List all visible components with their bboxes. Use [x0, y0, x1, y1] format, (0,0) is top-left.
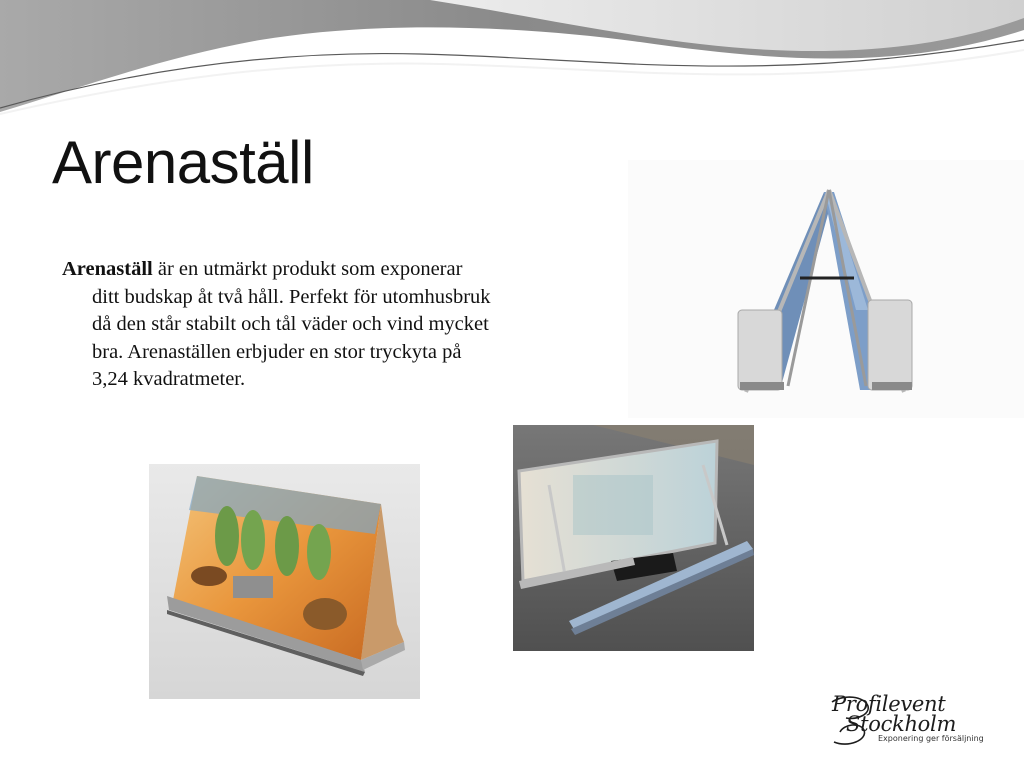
logo-line-1: Profilevent — [832, 692, 946, 716]
product-name-bold: Arenaställ — [62, 258, 153, 280]
logo-tagline: Exponering ger försäljning — [878, 734, 984, 743]
header-swoosh-decoration — [0, 0, 1024, 125]
slide-title: Arenaställ — [52, 129, 314, 196]
logo-line-2: Stockholm — [846, 712, 957, 736]
company-logo — [818, 688, 1013, 758]
a-frame-photo — [628, 160, 1024, 418]
product-description — [62, 256, 492, 394]
orange-banner-photo — [149, 464, 420, 699]
street-banner-photo — [513, 425, 754, 651]
product-description-text: är en utmärkt produkt som exponerar ditt budskap åt två håll. Perfekt för utomhusbruk då den står stabilt och tål väder och vind mycket bra. Arenaställen erbjuder en stor tryckyta på 3,24 kvadratmeter. — [92, 258, 491, 390]
